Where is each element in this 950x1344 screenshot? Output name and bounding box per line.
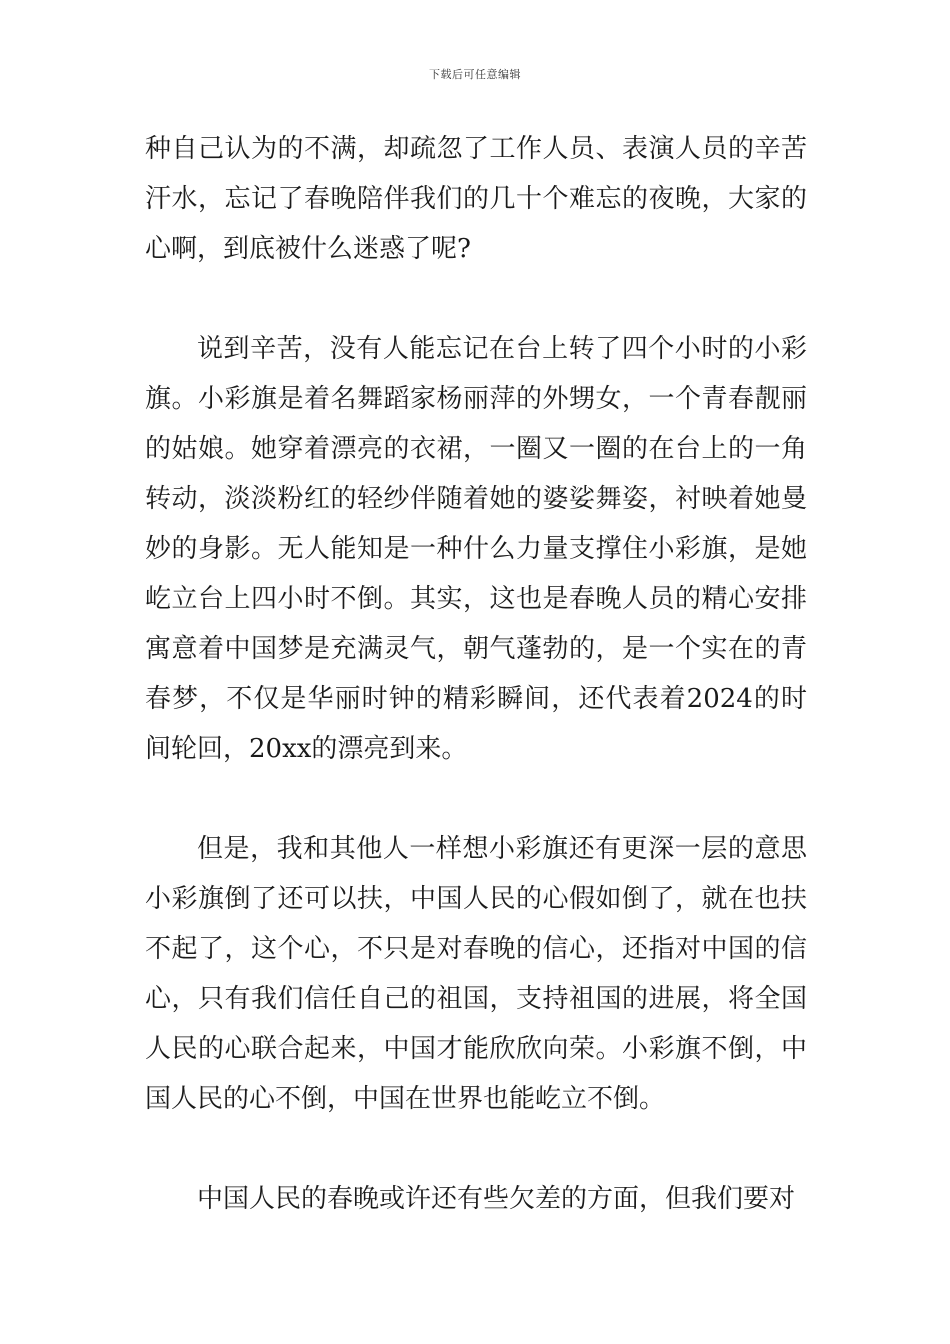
paragraph-3: 但是，我和其他人一样想小彩旗还有更深一层的意思小彩旗倒了还可以扶，中国人民的心假如倒了，就在也扶不起了，这个心，不只是对春晚的信心，还指对中国的信心，只有我们信任自己的祖国，支持祖国的进展，将全国人民的心联合起来，中国才能欣欣向荣。小彩旗不倒，中国人民的心不倒，中国在世界也能屹立不倒。: [145, 834, 807, 1114]
paragraph-spacer: [145, 774, 807, 824]
page-header: 下载后可任意编辑: [429, 68, 521, 81]
paragraph-4: 中国人民的春晚或许还有些欠差的方面，但我们要对: [197, 1184, 796, 1214]
paragraph-1: 种自己认为的不满，却疏忽了工作人员、表演人员的辛苦汗水，忘记了春晚陪伴我们的几十个难忘的夜晚，大家的心啊，到底被什么迷惑了呢?: [145, 134, 807, 264]
paragraph-2: 说到辛苦，没有人能忘记在台上转了四个小时的小彩旗。小彩旗是着名舞蹈家杨丽萍的外甥女，一个青春靓丽的姑娘。她穿着漂亮的衣裙，一圈又一圈的在台上的一角转动，淡淡粉红的轻纱伴随着她的婆娑舞姿，衬映着她曼妙的身影。无人能知是一种什么力量支撑住小彩旗，是她屹立台上四小时不倒。其实，这也是春晚人员的精心安排寓意着中国梦是充满灵气，朝气蓬勃的，是一个实在的青春梦，不仅是华丽时钟的精彩瞬间，还代表着2024的时间轮回，20xx的漂亮到来。: [145, 334, 807, 764]
paragraph-spacer: [145, 274, 807, 324]
document-body: [145, 124, 807, 1224]
paragraph-spacer: [145, 1124, 807, 1174]
